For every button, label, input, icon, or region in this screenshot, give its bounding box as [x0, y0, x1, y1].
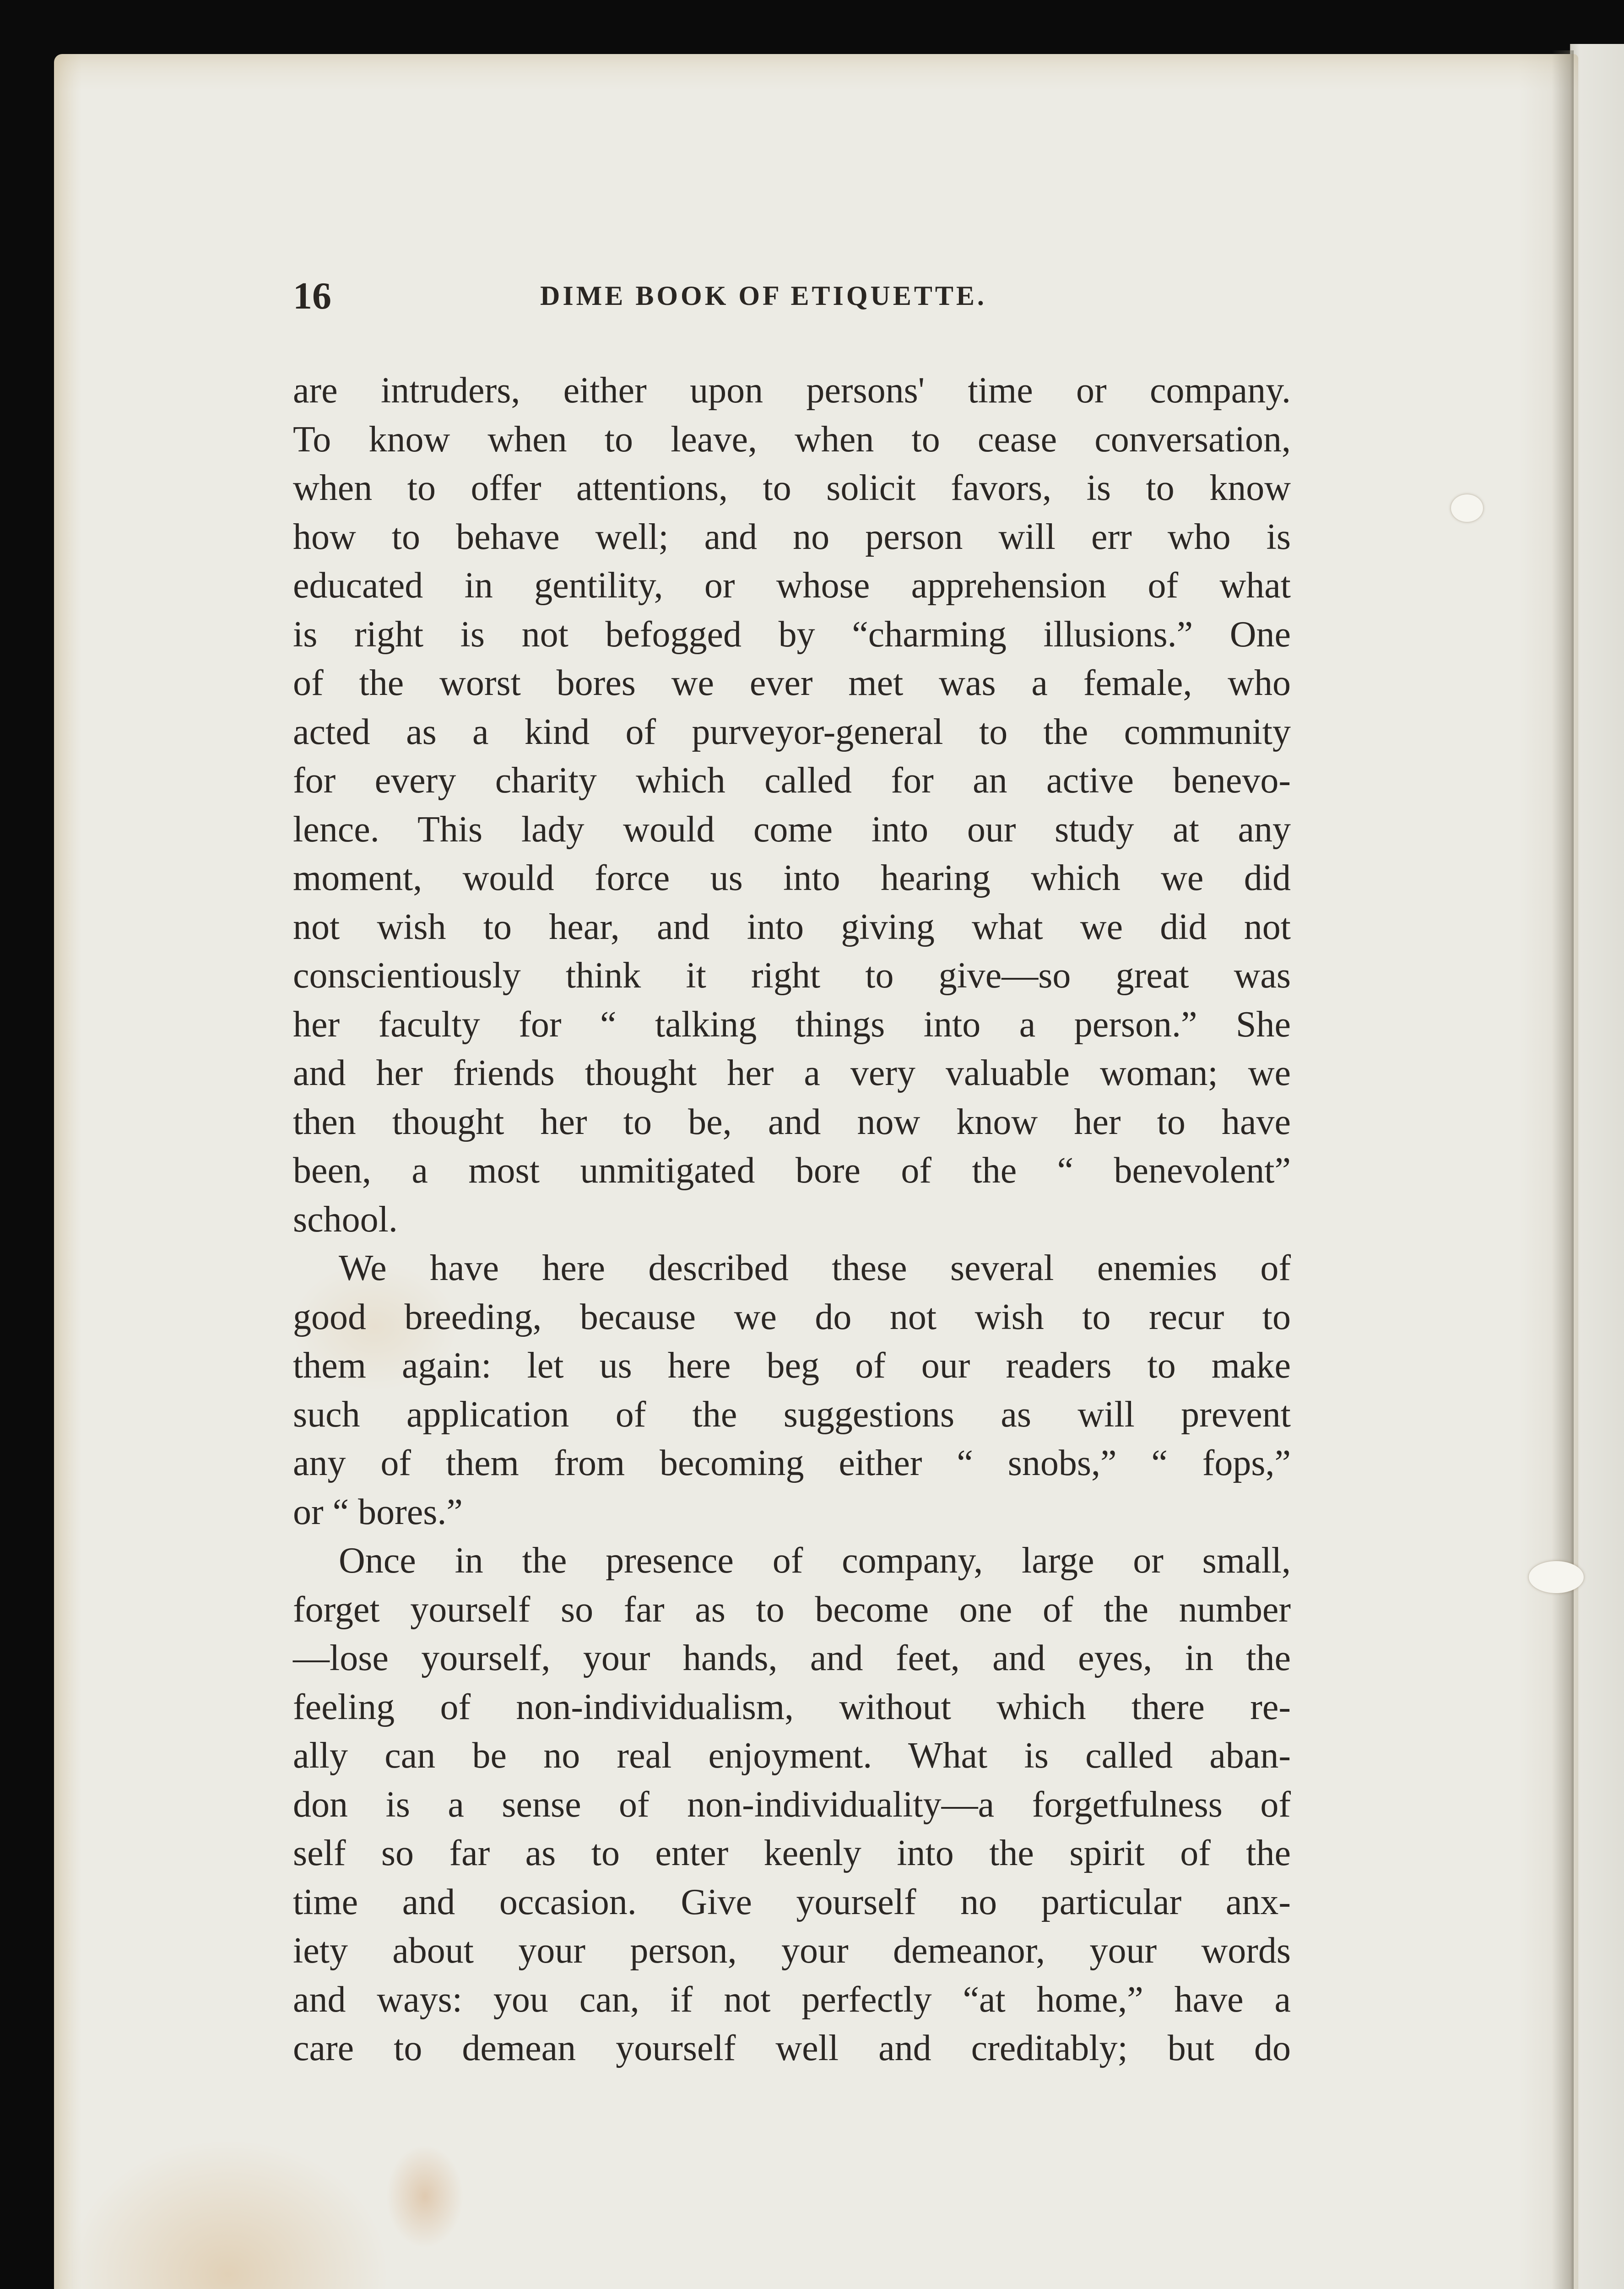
body-text — [293, 366, 1291, 2073]
text-line: We have here described these several enemies of — [339, 1248, 1291, 1288]
text-line: Once in the presence of company, large or small, — [339, 1540, 1291, 1581]
page-tear — [1529, 1561, 1584, 1593]
page-header — [293, 274, 1291, 315]
text-line: educated in gentility, or whose apprehension of what — [293, 565, 1291, 606]
page-tear — [1451, 494, 1483, 522]
text-line: conscientiously think it right to give—so great was — [293, 955, 1291, 996]
text-line: moment, would force us into hearing which we did — [293, 858, 1291, 898]
text-line: how to behave well; and no person will err who is — [293, 516, 1291, 557]
text-line: ally can be no real enjoyment. What is called aban- — [293, 1736, 1291, 1776]
text-line: school. — [293, 1199, 398, 1240]
text-line: are intruders, either upon persons' time or company. — [293, 370, 1291, 411]
text-line: of the worst bores we ever met was a female, who — [293, 663, 1291, 703]
gutter-shadow — [1552, 50, 1574, 2289]
text-line: is right is not befogged by “charming illusions.” One — [293, 614, 1291, 655]
text-line: them again: let us here beg of our readers to make — [293, 1345, 1291, 1386]
text-line: don is a sense of non-individuality—a forgetfulness of — [293, 1784, 1291, 1825]
text-line: and ways: you can, if not perfectly “at home,” have a — [293, 1979, 1291, 2020]
text-line: when to offer attentions, to solicit favors, is to know — [293, 468, 1291, 508]
text-line: been, a most unmitigated bore of the “ benevolent” — [293, 1150, 1291, 1191]
text-line: such application of the suggestions as will prevent — [293, 1394, 1291, 1435]
text-line: care to demean yourself well and creditably; but do — [293, 2028, 1291, 2068]
text-line: acted as a kind of purveyor-general to the community — [293, 711, 1291, 752]
text-line: —lose yourself, your hands, and feet, and eyes, in the — [293, 1638, 1291, 1678]
text-line: To know when to leave, when to cease conversation, — [293, 419, 1291, 460]
text-line: and her friends thought her a very valuable woman; we — [293, 1053, 1291, 1093]
text-line: iety about your person, your demeanor, your words — [293, 1931, 1291, 1971]
running-head: DIME BOOK OF ETIQUETTE. — [540, 281, 987, 311]
text-line: not wish to hear, and into giving what we did not — [293, 906, 1291, 947]
text-line: feeling of non-individualism, without which there re- — [293, 1687, 1291, 1727]
text-line: any of them from becoming either “ snobs,” “ fops,” — [293, 1443, 1291, 1483]
text-line: lence. This lady would come into our study at any — [293, 809, 1291, 850]
text-line: self so far as to enter keenly into the spirit of the — [293, 1833, 1291, 1873]
text-line: then thought her to be, and now know her to have — [293, 1101, 1291, 1142]
text-line: time and occasion. Give yourself no particular anx- — [293, 1882, 1291, 1922]
text-line: or “ bores.” — [293, 1492, 463, 1532]
text-line: for every charity which called for an active benevo- — [293, 760, 1291, 801]
text-line: her faculty for “ talking things into a person.” She — [293, 1004, 1291, 1045]
text-line: forget yourself so far as to become one of the number — [293, 1589, 1291, 1630]
page-number: 16 — [293, 275, 331, 317]
text-line: good breeding, because we do not wish to recur to — [293, 1296, 1291, 1337]
